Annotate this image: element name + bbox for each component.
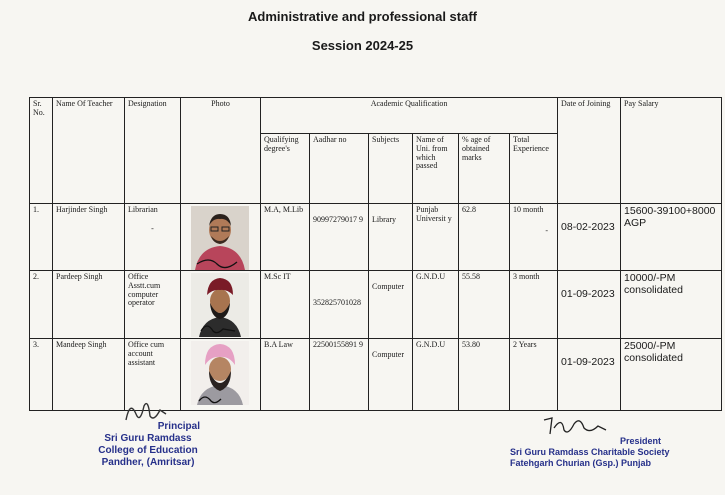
staff-photo-pardeep xyxy=(191,273,249,337)
cell-doj: 01-09-2023 xyxy=(558,339,621,411)
principal-stamp xyxy=(88,421,208,469)
header-pay: Pay Salary xyxy=(621,98,722,204)
staff-photo-harjinder xyxy=(191,206,249,270)
cell-pct: 53.80 xyxy=(459,339,510,411)
header-academic: Academic Qualification xyxy=(261,98,558,134)
cell-subjects: Library xyxy=(369,204,413,271)
header-designation: Designation xyxy=(125,98,181,204)
header-degree: Qualifying degree's xyxy=(261,134,310,204)
cell-sr: 2. xyxy=(30,271,53,339)
president-signature xyxy=(540,412,610,440)
cell-photo xyxy=(181,271,261,339)
cell-exp: 3 month xyxy=(510,271,558,339)
header-doj: Date of Joining xyxy=(558,98,621,204)
header-pct: % age of obtained marks xyxy=(459,134,510,204)
designation-text: Librarian xyxy=(128,205,158,214)
cell-uni: Punjab Universit y xyxy=(413,204,459,271)
header-sr: Sr. No. xyxy=(30,98,53,204)
cell-name: Pardeep Singh xyxy=(53,271,125,339)
society-name: Sri Guru Ramdass Charitable Society xyxy=(510,447,670,457)
cell-name: Harjinder Singh xyxy=(53,204,125,271)
cell-exp: 2 Years xyxy=(510,339,558,411)
cell-uni: G.N.D.U xyxy=(413,271,459,339)
table-row xyxy=(30,204,722,271)
cell-salary: 10000/-PM consolidated xyxy=(621,271,722,339)
cell-sr: 1. xyxy=(30,204,53,271)
cell-degree: M.A, M.Lib xyxy=(261,204,310,271)
cell-aadhar xyxy=(310,204,369,271)
college-location: Pandher, (Amritsar) xyxy=(101,457,195,468)
college-name: Sri Guru Ramdass xyxy=(104,433,192,444)
header-row-top xyxy=(30,98,722,134)
cell-doj: 01-09-2023 xyxy=(558,271,621,339)
cell-salary: 15600-39100+8000 AGP xyxy=(621,204,722,271)
cell-exp xyxy=(510,204,558,271)
cell-photo xyxy=(181,339,261,411)
staff-table xyxy=(29,97,722,411)
cell-uni: G.N.D.U xyxy=(413,339,459,411)
cell-name: Mandeep Singh xyxy=(53,339,125,411)
exp-mark: - xyxy=(545,225,549,235)
table-row xyxy=(30,271,722,339)
document-title: Administrative and professional staff xyxy=(248,9,477,24)
cell-subjects: Computer xyxy=(369,271,413,339)
cell-designation xyxy=(125,204,181,271)
cell-aadhar: 22500155891 9 xyxy=(310,339,369,411)
cell-pct: 55.58 xyxy=(459,271,510,339)
cell-pct: 62.8 xyxy=(459,204,510,271)
college-type: College of Education xyxy=(98,445,198,456)
session-label: Session 2024-25 xyxy=(311,38,414,53)
president-title: President xyxy=(620,436,662,446)
header-aadhar: Aadhar no xyxy=(310,134,369,204)
cell-salary: 25000/-PM consolidated xyxy=(621,339,722,411)
cell-degree: B.A Law xyxy=(261,339,310,411)
society-location: Fatehgarh Churian (Gsp.) Punjab xyxy=(510,458,652,468)
designation-mark: - xyxy=(151,223,154,233)
cell-subjects: Computer xyxy=(369,339,413,411)
cell-photo xyxy=(181,204,261,271)
cell-designation: Office Asstt.cum computer operator xyxy=(125,271,181,339)
header-exp: Total Experience xyxy=(510,134,558,204)
cell-designation: Office cum account assistant xyxy=(125,339,181,411)
staff-photo-mandeep xyxy=(191,341,249,405)
aadhar-text: 90997279017 9 xyxy=(313,215,363,224)
header-photo: Photo xyxy=(181,98,261,204)
header-name: Name Of Teacher xyxy=(53,98,125,204)
header-subjects: Subjects xyxy=(369,134,413,204)
cell-aadhar: 352825701028 xyxy=(310,271,369,339)
header-uni: Name of Uni. from which passed xyxy=(413,134,459,204)
cell-doj: 08-02-2023 xyxy=(558,204,621,271)
exp-text: 10 month xyxy=(513,205,544,214)
society-stamp xyxy=(510,447,710,469)
principal-title: Principal xyxy=(157,421,200,432)
cell-sr: 3. xyxy=(30,339,53,411)
cell-degree: M.Sc IT xyxy=(261,271,310,339)
